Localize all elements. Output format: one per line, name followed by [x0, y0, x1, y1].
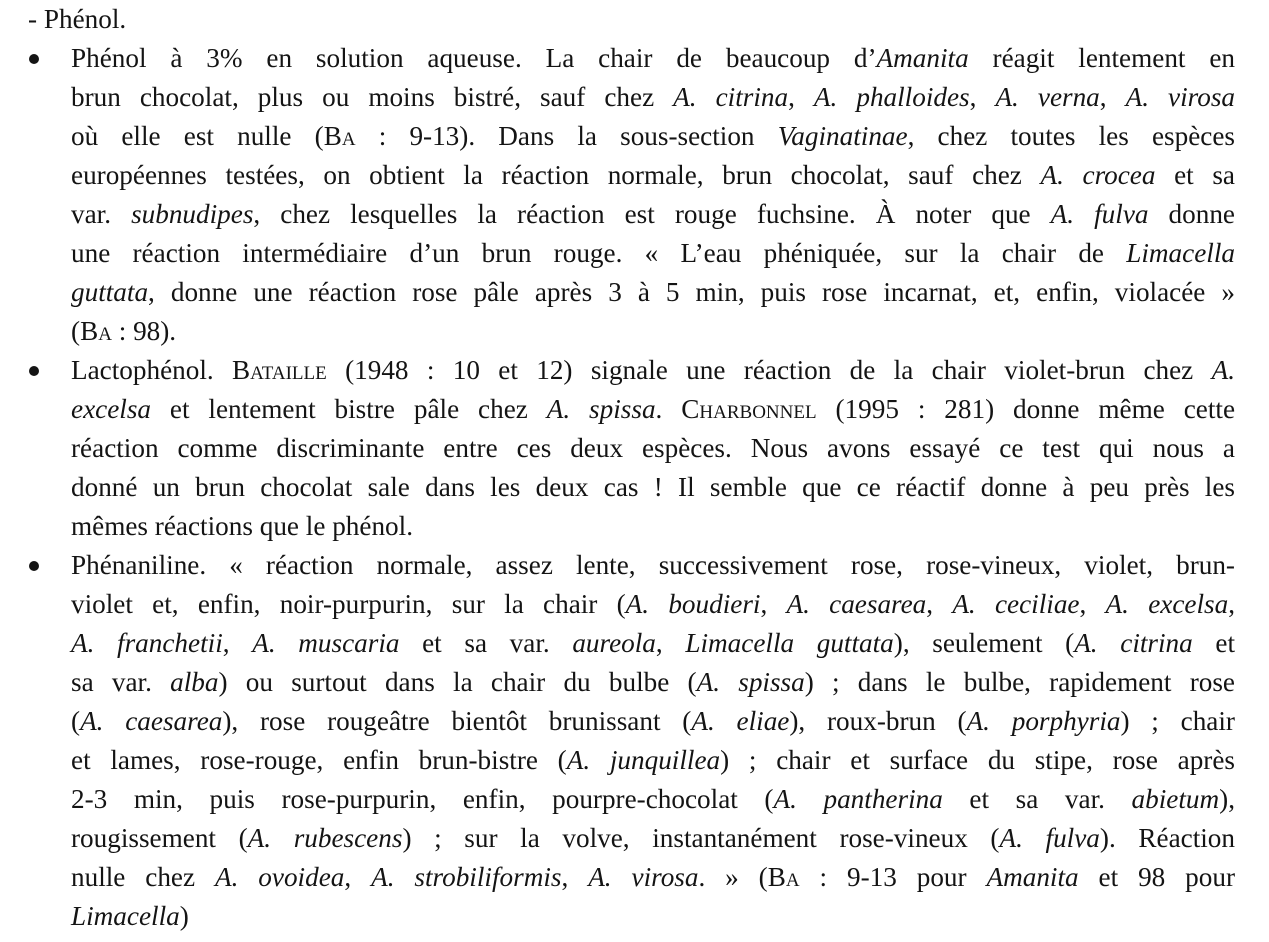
text-run: ), seulement (	[893, 628, 1075, 658]
text-run: Lactophénol.	[71, 355, 233, 385]
text-line	[71, 627, 1235, 659]
taxon-name: subnudipes	[131, 199, 254, 229]
text-line	[71, 744, 1235, 776]
taxon-name: A. strobiliformis	[371, 862, 562, 892]
taxon-name: A. excelsa	[1105, 589, 1229, 619]
taxon-name: Limacella	[71, 901, 180, 931]
text-line	[71, 471, 1235, 503]
taxon-name: A. virosa	[1125, 82, 1235, 112]
text-run: ) ; chair et surface du stipe, rose après	[720, 745, 1235, 775]
text-run: et sa	[1155, 160, 1235, 190]
text-line	[71, 588, 1235, 620]
text-run: sa var.	[71, 667, 171, 697]
taxon-name: Amanita	[876, 43, 969, 73]
taxon-name: A. phalloides	[813, 82, 970, 112]
text-run: donne	[1148, 199, 1235, 229]
text-line	[71, 861, 1235, 893]
taxon-name: Vaginatinae	[777, 121, 908, 151]
text-run: ,	[561, 862, 589, 892]
text-run: une réaction intermédiaire d’un brun rouge. « L’eau phéniquée, sur la chair de	[71, 238, 1127, 268]
taxon-name: A. boudieri	[625, 589, 761, 619]
text-run: Phénaniline. « réaction normale, assez lente, successivement rose, rose-vineux, violet, brun-	[71, 550, 1235, 580]
text-line	[71, 783, 1235, 815]
text-run: brun chocolat, plus ou moins bistré, sauf chez	[71, 82, 674, 112]
text-run: ,	[926, 589, 953, 619]
text-run: (1995 : 281) donne même cette	[816, 394, 1236, 424]
taxon-name: excelsa	[71, 394, 151, 424]
text-line	[71, 705, 1235, 737]
text-run: ,	[1099, 82, 1126, 112]
text-run: donné un brun chocolat sale dans les deux cas ! Il semble que ce réactif donne à peu près les	[71, 472, 1235, 502]
text-run: : 9-13 pour	[799, 862, 987, 892]
taxon-name: A.	[1211, 355, 1235, 385]
taxon-name: guttata	[71, 277, 149, 307]
text-run: ), roux-brun (	[789, 706, 967, 736]
author-name: Charbonnel	[681, 394, 817, 424]
taxon-name: A. eliae	[691, 706, 790, 736]
text-line	[71, 549, 1235, 581]
text-run: Phénol à 3% en solution aqueuse. La chair de beaucoup d’	[71, 43, 877, 73]
text-run: et lentement bistre pâle chez	[151, 394, 547, 424]
text-run: (	[71, 316, 81, 346]
text-run: réaction comme discriminante entre ces deux espèces. Nous avons essayé ce test qui nous a	[71, 433, 1235, 463]
text-run: .	[655, 394, 682, 424]
taxon-name: A. crocea	[1040, 160, 1156, 190]
text-line	[71, 120, 1235, 152]
text-line	[71, 198, 1235, 230]
text-run: ,	[344, 862, 372, 892]
taxon-name: abietum	[1131, 784, 1220, 814]
author-name: Ba	[80, 316, 112, 346]
text-run: var.	[71, 199, 132, 229]
text-run: et 98 pour	[1078, 862, 1236, 892]
taxon-name: A. rubescens	[247, 823, 403, 853]
text-run: (	[71, 706, 81, 736]
bullet-icon	[29, 366, 39, 376]
text-run: )	[179, 901, 189, 931]
text-line	[71, 276, 1235, 308]
taxon-name: A. fulva	[999, 823, 1100, 853]
text-run: , donne une réaction rose pâle après 3 à 5 min, puis rose incarnat, et, enfin, violacée »	[148, 277, 1235, 307]
text-run: ,	[760, 589, 787, 619]
text-run: ,	[655, 628, 686, 658]
text-run: ) ; chair	[1120, 706, 1235, 736]
bullet-icon	[29, 54, 39, 64]
taxon-name: A. junquillea	[566, 745, 721, 775]
text-line	[71, 237, 1235, 269]
text-run: (1948 : 10 et 12) signale une réaction de la chair violet-brun chez	[326, 355, 1212, 385]
taxon-name: A. citrina	[1074, 628, 1193, 658]
text-run: ,	[222, 628, 253, 658]
text-run: réagit lentement en	[968, 43, 1235, 73]
text-run: ,	[1079, 589, 1106, 619]
text-run: : 9-13). Dans la sous-section	[355, 121, 778, 151]
taxon-name: A. muscaria	[252, 628, 400, 658]
text-run: ),	[1219, 784, 1235, 814]
text-run: ). Réaction	[1099, 823, 1235, 853]
text-run: ), rose rougeâtre bientôt brunissant (	[222, 706, 692, 736]
taxon-name: Amanita	[986, 862, 1079, 892]
text-run: mêmes réactions que le phénol.	[71, 511, 413, 541]
taxon-name: A. virosa	[588, 862, 699, 892]
text-line	[71, 81, 1235, 113]
text-line	[71, 510, 1235, 542]
text-line	[71, 432, 1235, 464]
text-run: : 98).	[111, 316, 177, 346]
text-run: ,	[788, 82, 814, 112]
text-run: rougissement (	[71, 823, 248, 853]
text-run: européennes testées, on obtient la réaction normale, brun chocolat, sauf chez	[71, 160, 1041, 190]
text-line	[71, 393, 1235, 425]
text-run: ,	[969, 82, 996, 112]
taxon-name: A. fulva	[1050, 199, 1149, 229]
taxon-name: aureola	[572, 628, 656, 658]
section-heading: - Phénol.	[28, 4, 127, 34]
text-run: ) ; sur la volve, instantanément rose-vineux (	[402, 823, 1000, 853]
text-run: 2-3 min, puis rose-purpurin, enfin, pourpre-chocolat (	[71, 784, 774, 814]
text-run: violet et, enfin, noir-purpurin, sur la chair (	[71, 589, 626, 619]
taxon-name: Limacella	[1126, 238, 1235, 268]
text-line	[71, 900, 1235, 932]
text-run: où elle est nulle (	[71, 121, 324, 151]
taxon-name: A. ovoidea	[214, 862, 345, 892]
taxon-name: A. caesarea	[80, 706, 223, 736]
text-run: ) ; dans le bulbe, rapidement rose	[804, 667, 1235, 697]
taxon-name: A. porphyria	[966, 706, 1121, 736]
bullet-icon	[29, 561, 39, 571]
text-line	[71, 354, 1235, 386]
author-name: Ba	[767, 862, 800, 892]
text-line	[71, 159, 1235, 191]
text-run: ,	[1228, 589, 1235, 619]
text-line	[71, 822, 1235, 854]
text-run: et sa var.	[399, 628, 573, 658]
text-run: nulle chez	[71, 862, 215, 892]
taxon-name: A. franchetii	[71, 628, 223, 658]
taxon-name: alba	[170, 667, 219, 697]
author-name: Bataille	[232, 355, 327, 385]
text-run: , chez lesquelles la réaction est rouge fuchsine. À noter que	[253, 199, 1051, 229]
taxon-name: A. citrina	[673, 82, 789, 112]
text-run: et sa var.	[942, 784, 1132, 814]
taxon-name: A. spissa	[546, 394, 656, 424]
taxon-name: A. verna	[995, 82, 1100, 112]
taxon-name: A. pantherina	[773, 784, 943, 814]
text-line	[71, 42, 1235, 74]
taxon-name: A. spissa	[696, 667, 805, 697]
text-run: . » (	[698, 862, 768, 892]
text-run: ) ou surtout dans la chair du bulbe (	[218, 667, 697, 697]
taxon-name: A. caesarea	[786, 589, 927, 619]
text-run: et	[1192, 628, 1236, 658]
taxon-name: A. ceciliae	[952, 589, 1080, 619]
text-line	[71, 666, 1235, 698]
text-line	[71, 315, 1235, 347]
taxon-name: Limacella guttata	[685, 628, 894, 658]
text-run: et lames, rose-rouge, enfin brun-bistre (	[71, 745, 567, 775]
text-run: , chez toutes les espèces	[907, 121, 1235, 151]
author-name: Ba	[323, 121, 356, 151]
